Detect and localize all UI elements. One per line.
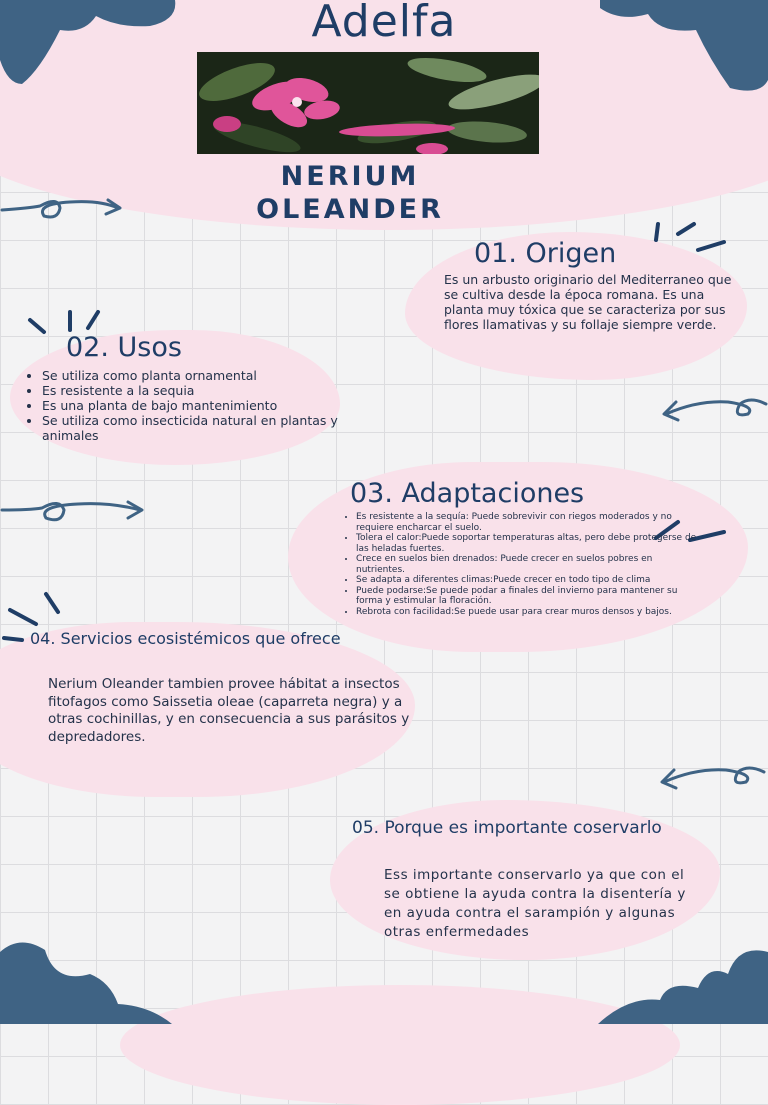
leaf-decoration-bottom-left: [0, 934, 180, 1024]
origen-heading: 01. Origen: [474, 238, 617, 269]
oleander-photo: [197, 52, 539, 154]
page-title: Adelfa: [311, 0, 457, 47]
adaptaciones-heading: 03. Adaptaciones: [350, 478, 585, 509]
accent-dashes-icon: [648, 220, 728, 260]
scientific-name-line1: NERIUM: [280, 161, 420, 192]
swirl-arrow-icon: [656, 760, 766, 800]
origen-text: Es un arbusto originario del Mediterraneo que se cultiva desde la época romana. Es una planta muy tóxica que se caracteriza por sus flores llamativas y su follaje siempre verde.: [444, 272, 732, 332]
list-item: • Se utiliza como planta ornamental: [42, 368, 360, 383]
list-item: • Es resistente a la sequía: Puede sobrevivir con riegos moderados y no requiere encharcar el suelo.: [356, 512, 698, 533]
usos-list: [20, 368, 360, 443]
adaptaciones-list: [338, 512, 698, 617]
footer-blob: [120, 985, 680, 1105]
swirl-arrow-icon: [0, 494, 150, 534]
usos-heading: 02. Usos: [66, 332, 182, 363]
scientific-name-line2: OLEANDER: [256, 194, 444, 225]
list-item: • Se adapta a diferentes climas:Puede crecer en todo tipo de clima: [356, 575, 698, 586]
scientific-name: [0, 160, 700, 226]
list-item: • Se utiliza como insecticida natural en plantas y animales: [42, 413, 360, 443]
list-item: • Rebrota con facilidad:Se puede usar para crear muros densos y bajos.: [356, 607, 698, 618]
conservar-text: Ess importante conservarlo ya que con el se obtiene la ayuda contra la disentería y en ayuda contra el sarampión y algunas otras enfermedades: [384, 867, 686, 940]
list-item: • Tolera el calor:Puede soportar temperaturas altas, pero debe protegerse de las heladas fuertes.: [356, 533, 698, 554]
leaf-decoration-bottom-right: [598, 944, 768, 1024]
swirl-arrow-icon: [658, 392, 768, 432]
conservar-heading: 05. Porque es importante coservarlo: [352, 818, 662, 838]
servicios-heading: 04. Servicios ecosistémicos que ofrece: [30, 629, 341, 648]
list-item: • Es una planta de bajo mantenimiento: [42, 398, 360, 413]
list-item: • Puede podarse:Se puede podar a finales del invierno para mantener su forma y estimular la floración.: [356, 586, 698, 607]
list-item: • Es resistente a la sequia: [42, 383, 360, 398]
list-item: • Crece en suelos bien drenados: Puede crecer en suelos pobres en nutrientes.: [356, 554, 698, 575]
servicios-text: Nerium Oleander tambien provee hábitat a insectos fitofagos como Saissetia oleae (caparreta negra) y a otras cochinillas, y en consecuencia a sus parásitos y depredadores.: [48, 676, 410, 745]
